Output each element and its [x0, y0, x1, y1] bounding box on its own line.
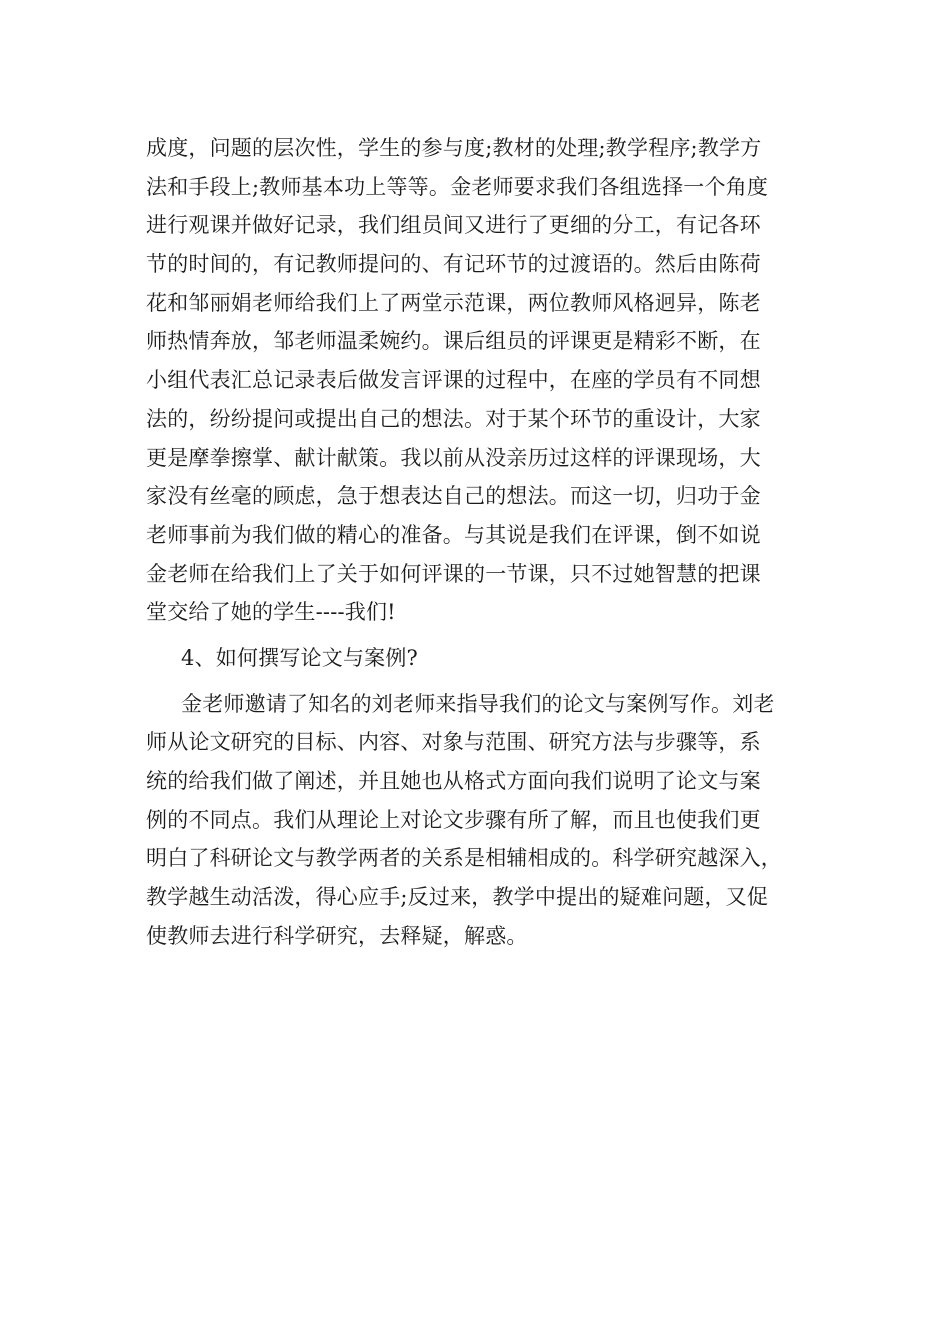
text-line: 法的，纷纷提问或提出自己的想法。对于某个环节的重设计，大家	[146, 406, 761, 431]
paragraph-1	[146, 129, 806, 632]
text-line: 节的时间的，有记教师提问的、有记环节的过渡语的。然后由陈荷	[146, 252, 761, 277]
text-line: 老师事前为我们做的精心的准备。与其说是我们在评课，倒不如说	[146, 522, 761, 547]
text-line: 小组代表汇总记录表后做发言评课的过程中，在座的学员有不同想	[146, 368, 761, 393]
text-line: 堂交给了她的学生----我们!	[146, 600, 396, 625]
document-body	[146, 129, 806, 955]
text-line: 统的给我们做了阐述，并且她也从格式方面向我们说明了论文与案	[146, 769, 761, 793]
text-line: 例的不同点。我们从理论上对论文步骤有所了解，而且也使我们更	[146, 807, 761, 832]
text-line: 花和邹丽娟老师给我们上了两堂示范课，两位教师风格迥异，陈老	[146, 290, 761, 315]
text-line: 师热情奔放，邹老师温柔婉约。课后组员的评课更是精彩不断，在	[146, 329, 761, 354]
section-heading: 4、如何撰写论文与案例?	[181, 645, 419, 670]
text-line: 法和手段上;教师基本功上等等。金老师要求我们各组选择一个角度	[146, 174, 769, 199]
text-line: 金老师在给我们上了关于如何评课的一节课，只不过她智慧的把课	[146, 561, 761, 586]
text-line: 明白了科研论文与教学两者的关系是相辅相成的。科学研究越深入，	[146, 846, 782, 871]
text-line: 家没有丝毫的顾虑，急于想表达自己的想法。而这一切，归功于金	[146, 484, 761, 509]
text-line: 更是摩拳擦掌、献计献策。我以前从没亲历过这样的评课现场，大	[146, 445, 761, 470]
text-line: 金老师邀请了知名的刘老师来指导我们的论文与案例写作。刘老	[181, 691, 775, 716]
text-line: 教学越生动活泼，得心应手;反过来，教学中提出的疑难问题，又促	[146, 885, 769, 910]
paragraph-2	[146, 685, 806, 956]
text-line: 师从论文研究的目标、内容、对象与范围、研究方法与步骤等，系	[146, 730, 761, 755]
text-line: 成度，问题的层次性，学生的参与度;教材的处理;教学程序;教学方	[146, 136, 762, 160]
text-line: 使教师去进行科学研究，去释疑，解惑。	[146, 923, 528, 948]
text-line: 进行观课并做好记录，我们组员间又进行了更细的分工，有记各环	[146, 213, 761, 238]
